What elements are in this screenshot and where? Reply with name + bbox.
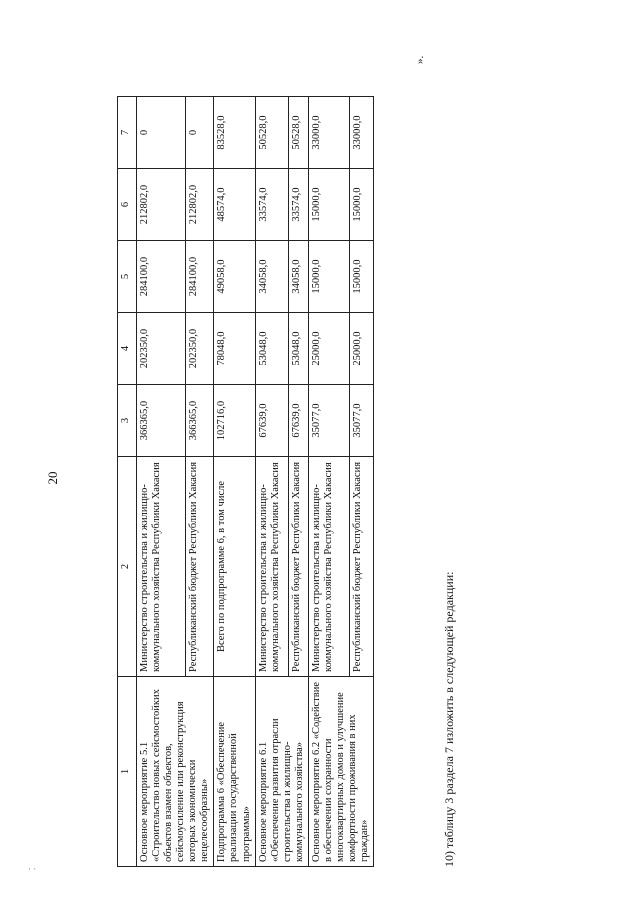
column-header: 7 — [118, 97, 137, 169]
column-header: 1 — [118, 677, 137, 867]
value-cell: 83528,0 — [214, 97, 255, 169]
table-row — [255, 97, 289, 867]
value-cell: 202350,0 — [137, 313, 186, 385]
column-header: 6 — [118, 169, 137, 241]
value-cell: 0 — [185, 97, 214, 169]
value-cell: 33000,0 — [349, 97, 373, 169]
value-cell: 49058,0 — [214, 241, 255, 313]
value-cell: 33574,0 — [289, 169, 309, 241]
table-row — [214, 97, 255, 867]
responsible-executor: Министерство строительства и жилищно-коммунального хозяйства Республики Хакасия — [308, 457, 349, 677]
value-cell: 15000,0 — [308, 241, 349, 313]
value-cell: 48574,0 — [214, 169, 255, 241]
value-cell: 102716,0 — [214, 385, 255, 457]
value-cell: 67639,0 — [255, 385, 289, 457]
responsible-executor: Министерство строительства и жилищно-коммунального хозяйства Республики Хакасия — [137, 457, 186, 677]
value-cell: 15000,0 — [308, 169, 349, 241]
value-cell: 34058,0 — [255, 241, 289, 313]
value-cell: 284100,0 — [185, 241, 214, 313]
value-cell: 284100,0 — [137, 241, 186, 313]
value-cell: 15000,0 — [349, 169, 373, 241]
value-cell: 202350,0 — [185, 313, 214, 385]
program-funding-table — [117, 96, 374, 867]
value-cell: 0 — [137, 97, 186, 169]
column-header: 4 — [118, 313, 137, 385]
value-cell: 212802,0 — [185, 169, 214, 241]
program-item-name: Подпрограмма 6 «Обеспечение реализации государственной программы» — [214, 677, 255, 867]
page-number: 20 — [45, 471, 60, 485]
value-cell: 33574,0 — [255, 169, 289, 241]
table-header-row — [118, 97, 137, 867]
funding-source: Республиканский бюджет Республики Хакасия — [289, 457, 309, 677]
value-cell: 53048,0 — [289, 313, 309, 385]
closing-quote-mark: ». — [414, 55, 426, 64]
table-row — [137, 97, 186, 867]
value-cell: 212802,0 — [137, 169, 186, 241]
value-cell: 78048,0 — [214, 313, 255, 385]
value-cell: 35077,0 — [308, 385, 349, 457]
responsible-executor: Министерство строительства и жилищно-коммунального хозяйства Республики Хакасия — [255, 457, 289, 677]
value-cell: 50528,0 — [255, 97, 289, 169]
column-header: 2 — [118, 457, 137, 677]
column-header: 3 — [118, 385, 137, 457]
value-cell: 33000,0 — [308, 97, 349, 169]
scan-mark: · · — [28, 864, 37, 874]
program-item-name: Основное мероприятие 6.1 «Обеспечение развития отрасли строительства и жилищно-коммунального хозяйства» — [255, 677, 308, 867]
value-cell: 53048,0 — [255, 313, 289, 385]
value-cell: 366365,0 — [185, 385, 214, 457]
value-cell: 15000,0 — [349, 241, 373, 313]
amendment-instruction: 10) таблицу 3 раздела 7 изложить в следующей редакции: — [442, 571, 456, 867]
value-cell: 366365,0 — [137, 385, 186, 457]
value-cell: 50528,0 — [289, 97, 309, 169]
value-cell: 25000,0 — [349, 313, 373, 385]
responsible-executor: Всего по подпрограмме 6, в том числе — [214, 457, 255, 677]
funding-source: Республиканский бюджет Республики Хакасия — [349, 457, 373, 677]
program-item-name: Основное мероприятие 5.1 «Строительство новых сейсмостойких объектов взамен объектов, сейсмоусиление или реконструкция которых экономически нецелесообразны» — [137, 677, 214, 867]
value-cell: 67639,0 — [289, 385, 309, 457]
funding-source: Республиканский бюджет Республики Хакасия — [185, 457, 214, 677]
program-item-name: Основное мероприятие 6.2 «Содействие в обеспечении сохранности многоквартирных домов и улучшение комфортности проживания в них граждан» — [308, 677, 373, 867]
value-cell: 35077,0 — [349, 385, 373, 457]
value-cell: 34058,0 — [289, 241, 309, 313]
value-cell: 25000,0 — [308, 313, 349, 385]
column-header: 5 — [118, 241, 137, 313]
table-row — [308, 97, 349, 867]
